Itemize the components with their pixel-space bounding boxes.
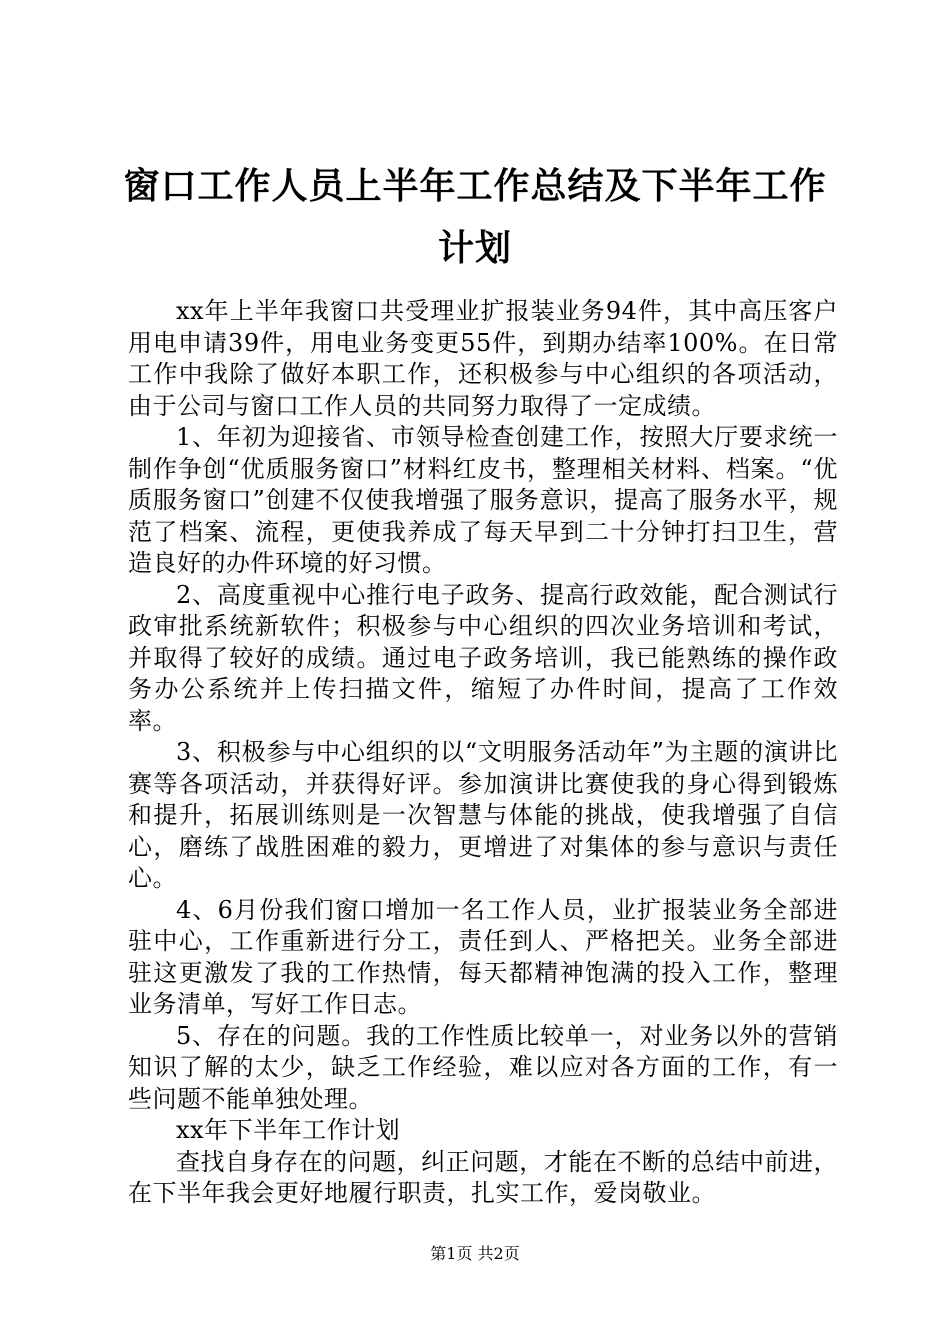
paragraph-plan: 查找自身存在的问题，纠正问题，才能在不断的总结中前进，在下半年我会更好地履行职责，扎实工作，爱岗敬业。 xyxy=(128,1147,838,1207)
paragraph-item-2: 2、高度重视中心推行电子政务、提高行政效能，配合测试行政审批系统新软件；积极参与中心组织的四次业务培训和考试，并取得了较好的成绩。通过电子政务培训，我已能熟练的操作政务办公系统并上传扫描文件，缩短了办件时间，提高了工作效率。 xyxy=(128,580,838,735)
section-heading-plan: xx年下半年工作计划 xyxy=(176,1116,401,1144)
page-footer: 第1页 共2页 xyxy=(430,1244,520,1263)
document-body xyxy=(128,296,838,1210)
document-title: 窗口工作人员上半年工作总结及下半年工作计划 xyxy=(123,166,827,269)
paragraph-item-5: 5、存在的问题。我的工作性质比较单一，对业务以外的营销知识了解的太少，缺乏工作经验，难以应对各方面的工作，有一些问题不能单独处理。 xyxy=(128,1021,838,1113)
paragraph-item-1: 1、年初为迎接省、市领导检查创建工作，按照大厅要求统一制作争创“优质服务窗口”材料红皮书，整理相关材料、档案。“优质服务窗口”创建不仅使我增强了服务意识，提高了服务水平，规范了档案、流程，更使我养成了每天早到二十分钟打扫卫生，营造良好的办件环境的好习惯。 xyxy=(128,423,838,577)
paragraph-summary: xx年上半年我窗口共受理业扩报装业务94件，其中高压客户用电申请39件，用电业务变更55件，到期办结率100%。在日常工作中我除了做好本职工作，还积极参与中心组织的各项活动，由于公司与窗口工作人员的共同努力取得了一定成绩。 xyxy=(128,297,838,420)
paragraph-item-4: 4、6月份我们窗口增加一名工作人员，业扩报装业务全部进驻中心，工作重新进行分工，责任到人、严格把关。业务全部进驻这更激发了我的工作热情，每天都精神饱满的投入工作，整理业务清单，写好工作日志。 xyxy=(128,895,838,1018)
paragraph-item-3: 3、积极参与中心组织的以“文明服务活动年”为主题的演讲比赛等各项活动，并获得好评。参加演讲比赛使我的身心得到锻炼和提升，拓展训练则是一次智慧与体能的挑战，使我增强了自信心，磨练了战胜困难的毅力，更增进了对集体的参与意识与责任心。 xyxy=(128,738,838,892)
